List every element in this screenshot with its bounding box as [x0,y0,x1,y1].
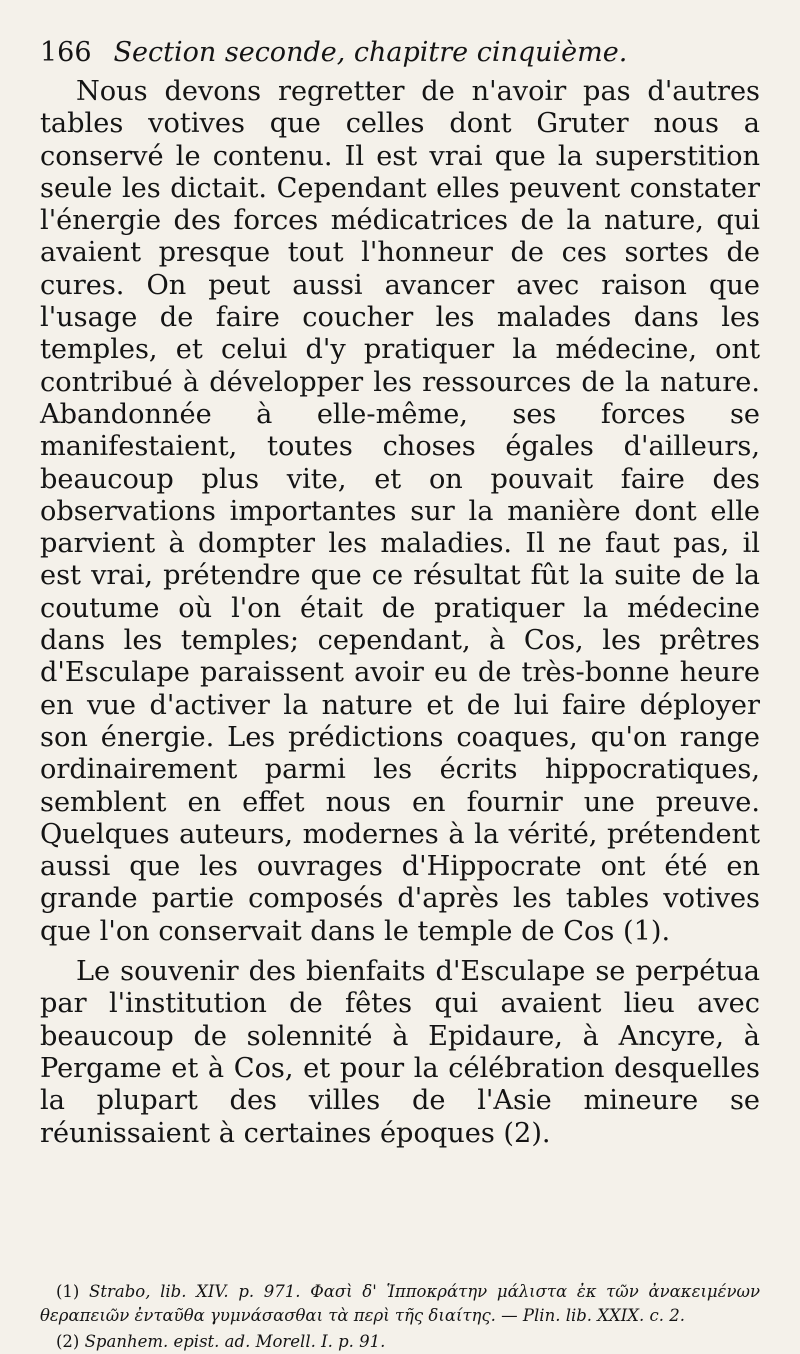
running-head [40,36,760,70]
page-number: 166 [40,37,92,68]
footnote-1 [40,1280,760,1328]
footnote-number: (2) [56,1331,80,1351]
chapter-title: Section seconde, chapitre cinquième. [113,37,628,68]
paragraph-2: Le souvenir des bienfaits d'Esculape se perpétua par l'institution de fêtes qui avaient lieu avec beaucoup de solennité à Epidaure, à Ancyre, à Pergame et à Cos, et pour la célébration desquelles la plupart des villes de l'Asie mineure se réunissaient à certaines époques (2). [40,956,760,1149]
page-spacer [40,1150,760,1280]
footnote-text: Strabo, lib. XIV. p. 971. Φασὶ δ' Ἱπποκράτην μάλιστα ἐκ τῶν ἀνακειμένων θεραπειῶν ἐνταῦθα γυμνάσασθαι τὰ περὶ τῆς διαίτης. — Plin. lib. XXIX. c. 2. [40,1281,761,1325]
body-text [40,76,760,1150]
paragraph-1: Nous devons regretter de n'avoir pas d'autres tables votives que celles dont Gruter nous a conservé le contenu. Il est vrai que la superstition seule les dictait. Cependant elles peuvent constater l'énergie des forces médicatrices de la nature, qui avaient presque tout l'honneur de ces sortes de cures. On peut aussi avancer avec raison que l'usage de faire coucher les malades dans les temples, et celui d'y pratiquer la médecine, ont contribué à développer les ressources de la nature. Abandonnée à elle-même, ses forces se manifestaient, toutes choses égales d'ailleurs, beaucoup plus vite, et on pouvait faire des observations importantes sur la manière dont elle parvient à dompter les maladies. Il ne faut pas, il est vrai, prétendre que ce résultat fût la suite de la coutume où l'on était de pratiquer la médecine dans les temples; cependant, à Cos, les prêtres d'Esculape paraissent avoir eu de très-bonne heure en vue d'activer la nature et de lui faire déployer son énergie. Les prédictions coaques, qu'on range ordinairement parmi les écrits hippocratiques, semblent en effet nous en fournir une preuve. Quelques auteurs, modernes à la vérité, prétendent aussi que les ouvrages d'Hippocrate ont été en grande partie composés d'après les tables votives que l'on conservait dans le temple de Cos (1). [40,76,760,947]
footnote-number: (1) [56,1281,80,1301]
footnotes [40,1280,760,1354]
footnote-text: Spanhem. epist. ad. Morell. I. p. 91. [84,1331,386,1351]
footnote-2 [40,1330,760,1354]
